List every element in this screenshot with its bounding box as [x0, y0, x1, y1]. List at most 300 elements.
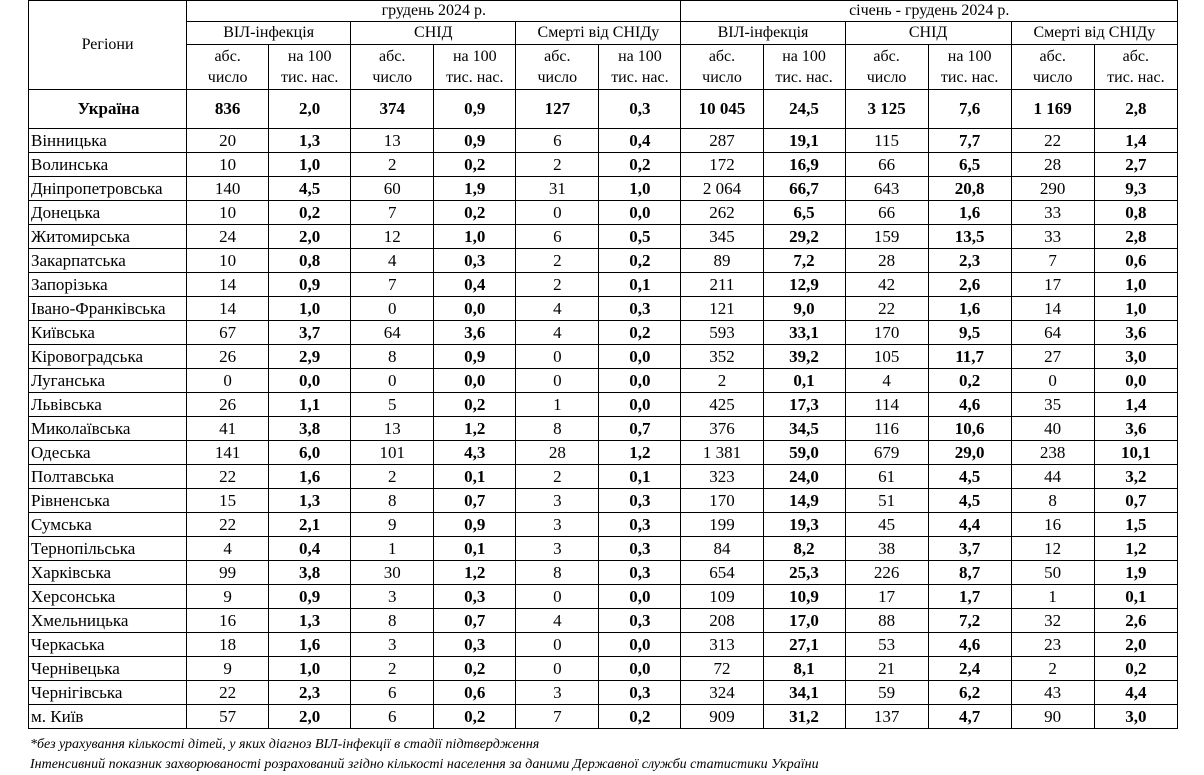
rate-deaths-month-header-line: на 100 — [618, 48, 662, 65]
abs-number-hiv-year-header — [681, 45, 763, 90]
rate-value-cell: 0,9 — [434, 513, 516, 537]
region-name: Сумська — [29, 513, 187, 537]
rate-value-cell: 0,7 — [1094, 489, 1177, 513]
rate-aids-year-header-line: на 100 — [947, 48, 992, 65]
rate-value-cell: 1,0 — [434, 225, 516, 249]
abs-value-cell: 0 — [351, 297, 434, 321]
table-row — [29, 441, 1178, 465]
region-name: Луганська — [29, 369, 187, 393]
table-row — [29, 297, 1178, 321]
rate-value-cell: 4,5 — [928, 489, 1011, 513]
abs-number-hiv-month-header-line: абс. — [214, 48, 241, 65]
abs-value-cell: 35 — [1011, 393, 1094, 417]
rate-value-cell: 2,8 — [1094, 90, 1177, 129]
rate-value-cell: 3,2 — [1094, 465, 1177, 489]
abs-value-cell: 3 — [351, 585, 434, 609]
abs-value-cell: 67 — [187, 321, 269, 345]
rate-value-cell: 1,0 — [269, 657, 351, 681]
rate-value-cell: 1,0 — [1094, 297, 1177, 321]
rate-value-cell: 59,0 — [763, 441, 845, 465]
abs-value-cell: 643 — [845, 177, 928, 201]
rate-value-cell: 1,4 — [1094, 129, 1177, 153]
abs-value-cell: 57 — [187, 705, 269, 729]
abs-value-cell: 7 — [1011, 249, 1094, 273]
abs-value-cell: 226 — [845, 561, 928, 585]
abs-value-cell: 42 — [845, 273, 928, 297]
abs-value-cell: 14 — [1011, 297, 1094, 321]
rate-value-cell: 1,0 — [1094, 273, 1177, 297]
abs-value-cell: 836 — [187, 90, 269, 129]
regions-header: Регіони — [29, 1, 187, 90]
rate-value-cell: 1,7 — [928, 585, 1011, 609]
abs-value-cell: 425 — [681, 393, 763, 417]
rate-value-cell: 8,1 — [763, 657, 845, 681]
subheader-row — [29, 45, 1178, 90]
region-name: Полтавська — [29, 465, 187, 489]
rate-value-cell: 6,5 — [928, 153, 1011, 177]
abs-value-cell: 2 — [516, 249, 599, 273]
rate-value-cell: 0,0 — [434, 297, 516, 321]
abs-value-cell: 4 — [516, 297, 599, 321]
abs-value-cell: 7 — [351, 273, 434, 297]
rate-value-cell: 2,3 — [269, 681, 351, 705]
region-name: Україна — [29, 90, 187, 129]
abs-value-cell: 17 — [1011, 273, 1094, 297]
abs-value-cell: 13 — [351, 129, 434, 153]
rate-value-cell: 29,2 — [763, 225, 845, 249]
rate-value-cell: 12,9 — [763, 273, 845, 297]
abs-value-cell: 84 — [681, 537, 763, 561]
rate-value-cell: 2,6 — [928, 273, 1011, 297]
rate-value-cell: 34,5 — [763, 417, 845, 441]
rate-value-cell: 9,0 — [763, 297, 845, 321]
abs-value-cell: 12 — [1011, 537, 1094, 561]
abs-value-cell: 290 — [1011, 177, 1094, 201]
rate-value-cell: 1,6 — [269, 633, 351, 657]
rate-value-cell: 25,3 — [763, 561, 845, 585]
abs-value-cell: 8 — [516, 417, 599, 441]
rate-value-cell: 0,9 — [434, 90, 516, 129]
abs-value-cell: 50 — [1011, 561, 1094, 585]
rate-value-cell: 0,2 — [599, 705, 681, 729]
rate-value-cell: 1,0 — [599, 177, 681, 201]
indicator-aids-month: СНІД — [351, 22, 516, 45]
abs-value-cell: 0 — [516, 369, 599, 393]
abs-value-cell: 199 — [681, 513, 763, 537]
abs-value-cell: 26 — [187, 345, 269, 369]
abs-value-cell: 4 — [351, 249, 434, 273]
rate-value-cell: 0,6 — [1094, 249, 1177, 273]
table-row — [29, 537, 1178, 561]
rate-value-cell: 4,6 — [928, 393, 1011, 417]
rate-value-cell: 1,3 — [269, 129, 351, 153]
abs-value-cell: 10 — [187, 249, 269, 273]
abs-value-cell: 3 — [516, 681, 599, 705]
abs-value-cell: 0 — [516, 345, 599, 369]
rate-aids-year-header-line: тис. нас. — [940, 69, 999, 86]
region-name: Львівська — [29, 393, 187, 417]
rate-value-cell: 2,0 — [269, 225, 351, 249]
abs-value-cell: 90 — [1011, 705, 1094, 729]
region-name: Рівненська — [29, 489, 187, 513]
rate-deaths-year-header — [1094, 45, 1177, 90]
table-row — [29, 561, 1178, 585]
rate-value-cell: 6,2 — [928, 681, 1011, 705]
rate-value-cell: 0,9 — [434, 129, 516, 153]
rate-value-cell: 14,9 — [763, 489, 845, 513]
region-name: Хмельницька — [29, 609, 187, 633]
rate-value-cell: 13,5 — [928, 225, 1011, 249]
abs-number-aids-month-header-line: число — [372, 69, 413, 86]
rate-value-cell: 0,2 — [599, 153, 681, 177]
rate-value-cell: 7,2 — [928, 609, 1011, 633]
rate-value-cell: 4,6 — [928, 633, 1011, 657]
table-row — [29, 633, 1178, 657]
abs-value-cell: 33 — [1011, 225, 1094, 249]
abs-value-cell: 13 — [351, 417, 434, 441]
rate-value-cell: 0,3 — [599, 297, 681, 321]
abs-value-cell: 121 — [681, 297, 763, 321]
rate-value-cell: 2,4 — [928, 657, 1011, 681]
abs-number-hiv-month-header — [187, 45, 269, 90]
abs-value-cell: 28 — [516, 441, 599, 465]
abs-value-cell: 115 — [845, 129, 928, 153]
rate-value-cell: 0,3 — [434, 585, 516, 609]
rate-value-cell: 9,5 — [928, 321, 1011, 345]
abs-value-cell: 22 — [187, 513, 269, 537]
rate-value-cell: 0,2 — [1094, 657, 1177, 681]
rate-value-cell: 0,0 — [599, 657, 681, 681]
table-row — [29, 369, 1178, 393]
abs-value-cell: 3 — [351, 633, 434, 657]
rate-value-cell: 3,7 — [928, 537, 1011, 561]
abs-value-cell: 44 — [1011, 465, 1094, 489]
indicator-deaths-year: Смерті від СНІДу — [1011, 22, 1177, 45]
rate-value-cell: 1,6 — [928, 201, 1011, 225]
abs-value-cell: 8 — [516, 561, 599, 585]
rate-value-cell: 0,9 — [434, 345, 516, 369]
rate-value-cell: 0,3 — [599, 489, 681, 513]
abs-value-cell: 38 — [845, 537, 928, 561]
rate-value-cell: 3,0 — [1094, 705, 1177, 729]
abs-value-cell: 2 — [681, 369, 763, 393]
rate-value-cell: 1,0 — [269, 153, 351, 177]
period-header-year: січень - грудень 2024 р. — [681, 1, 1178, 22]
table-row — [29, 129, 1178, 153]
rate-value-cell: 10,1 — [1094, 441, 1177, 465]
abs-value-cell: 0 — [516, 201, 599, 225]
abs-value-cell: 593 — [681, 321, 763, 345]
rate-value-cell: 1,3 — [269, 489, 351, 513]
abs-value-cell: 345 — [681, 225, 763, 249]
rate-value-cell: 0,3 — [434, 633, 516, 657]
abs-value-cell: 2 — [351, 153, 434, 177]
region-name: м. Київ — [29, 705, 187, 729]
abs-value-cell: 99 — [187, 561, 269, 585]
rate-value-cell: 3,8 — [269, 417, 351, 441]
abs-value-cell: 159 — [845, 225, 928, 249]
indicator-hiv-month: ВІЛ-інфекція — [187, 22, 351, 45]
rate-value-cell: 1,6 — [928, 297, 1011, 321]
rate-hiv-month-header-line: тис. нас. — [280, 69, 339, 86]
rate-value-cell: 0,6 — [434, 681, 516, 705]
rate-value-cell: 10,6 — [928, 417, 1011, 441]
abs-value-cell: 23 — [1011, 633, 1094, 657]
abs-value-cell: 64 — [351, 321, 434, 345]
region-name: Тернопільська — [29, 537, 187, 561]
abs-value-cell: 140 — [187, 177, 269, 201]
rate-value-cell: 0,7 — [599, 417, 681, 441]
region-name: Чернівецька — [29, 657, 187, 681]
abs-number-deaths-year-header — [1011, 45, 1094, 90]
abs-value-cell: 28 — [1011, 153, 1094, 177]
region-name: Житомирська — [29, 225, 187, 249]
rate-value-cell: 2,1 — [269, 513, 351, 537]
abs-value-cell: 30 — [351, 561, 434, 585]
rate-value-cell: 66,7 — [763, 177, 845, 201]
abs-value-cell: 2 — [351, 465, 434, 489]
abs-value-cell: 8 — [351, 609, 434, 633]
rate-aids-month-header — [434, 45, 516, 90]
indicator-deaths-month: Смерті від СНІДу — [516, 22, 681, 45]
abs-value-cell: 3 — [516, 513, 599, 537]
abs-value-cell: 26 — [187, 393, 269, 417]
region-name: Черкаська — [29, 633, 187, 657]
rate-value-cell: 2,0 — [269, 90, 351, 129]
abs-value-cell: 170 — [845, 321, 928, 345]
abs-number-deaths-month-header — [516, 45, 599, 90]
abs-value-cell: 18 — [187, 633, 269, 657]
table-row — [29, 609, 1178, 633]
abs-value-cell: 2 — [351, 657, 434, 681]
table-row — [29, 585, 1178, 609]
region-name: Волинська — [29, 153, 187, 177]
abs-value-cell: 654 — [681, 561, 763, 585]
indicator-hiv-year: ВІЛ-інфекція — [681, 22, 845, 45]
abs-value-cell: 4 — [845, 369, 928, 393]
footnote-children: *без урахування кількості дітей, у яких діагноз ВІЛ-інфекції в стадії підтвердження — [30, 737, 540, 752]
abs-value-cell: 6 — [516, 225, 599, 249]
abs-value-cell: 2 — [516, 153, 599, 177]
rate-value-cell: 24,5 — [763, 90, 845, 129]
indicator-aids-year: СНІД — [845, 22, 1011, 45]
region-name: Миколаївська — [29, 417, 187, 441]
abs-value-cell: 45 — [845, 513, 928, 537]
abs-value-cell: 324 — [681, 681, 763, 705]
abs-value-cell: 66 — [845, 153, 928, 177]
abs-value-cell: 2 — [1011, 657, 1094, 681]
rate-value-cell: 24,0 — [763, 465, 845, 489]
abs-value-cell: 287 — [681, 129, 763, 153]
abs-value-cell: 323 — [681, 465, 763, 489]
rate-value-cell: 29,0 — [928, 441, 1011, 465]
abs-value-cell: 15 — [187, 489, 269, 513]
rate-value-cell: 0,1 — [434, 465, 516, 489]
abs-value-cell: 105 — [845, 345, 928, 369]
abs-number-hiv-month-header-line: число — [207, 69, 248, 86]
table-row — [29, 321, 1178, 345]
footnote-rate-method: Інтенсивний показник захворюваності розрахований згідно кількості населення за даними Державної служби статистики України — [30, 757, 819, 772]
abs-value-cell: 141 — [187, 441, 269, 465]
abs-value-cell: 1 381 — [681, 441, 763, 465]
abs-value-cell: 61 — [845, 465, 928, 489]
statistics-table-container — [28, 0, 1178, 729]
abs-value-cell: 10 — [187, 153, 269, 177]
abs-value-cell: 0 — [351, 369, 434, 393]
rate-value-cell: 2,0 — [269, 705, 351, 729]
abs-value-cell: 172 — [681, 153, 763, 177]
rate-value-cell: 2,7 — [1094, 153, 1177, 177]
abs-value-cell: 0 — [516, 585, 599, 609]
rate-value-cell: 7,2 — [763, 249, 845, 273]
abs-value-cell: 211 — [681, 273, 763, 297]
abs-value-cell: 64 — [1011, 321, 1094, 345]
rate-value-cell: 11,7 — [928, 345, 1011, 369]
rate-value-cell: 0,3 — [599, 90, 681, 129]
table-row — [29, 177, 1178, 201]
abs-value-cell: 4 — [516, 321, 599, 345]
region-name: Кіровоградська — [29, 345, 187, 369]
rate-value-cell: 0,0 — [599, 393, 681, 417]
rate-value-cell: 2,0 — [1094, 633, 1177, 657]
rate-aids-month-header-line: на 100 — [452, 48, 497, 65]
abs-value-cell: 66 — [845, 201, 928, 225]
abs-number-hiv-year-header-line: абс. — [708, 48, 736, 65]
rate-value-cell: 0,3 — [599, 513, 681, 537]
abs-value-cell: 6 — [516, 129, 599, 153]
rate-value-cell: 3,7 — [269, 321, 351, 345]
rate-hiv-year-header-line: тис. нас. — [775, 69, 833, 86]
table-row — [29, 225, 1178, 249]
abs-value-cell: 40 — [1011, 417, 1094, 441]
abs-value-cell: 24 — [187, 225, 269, 249]
abs-value-cell: 22 — [845, 297, 928, 321]
rate-deaths-year-header-line: тис. нас. — [1107, 69, 1165, 86]
region-name: Івано-Франківська — [29, 297, 187, 321]
rate-value-cell: 39,2 — [763, 345, 845, 369]
rate-value-cell: 1,1 — [269, 393, 351, 417]
abs-value-cell: 51 — [845, 489, 928, 513]
region-name: Чернігівська — [29, 681, 187, 705]
abs-number-deaths-year-header-line: абс. — [1039, 48, 1066, 65]
abs-number-aids-year-header — [845, 45, 928, 90]
abs-number-aids-month-header-line: абс. — [379, 48, 406, 65]
rate-value-cell: 0,1 — [434, 537, 516, 561]
rate-value-cell: 8,2 — [763, 537, 845, 561]
abs-value-cell: 1 — [351, 537, 434, 561]
rate-value-cell: 0,4 — [434, 273, 516, 297]
rate-value-cell: 19,1 — [763, 129, 845, 153]
abs-value-cell: 21 — [845, 657, 928, 681]
abs-value-cell: 33 — [1011, 201, 1094, 225]
abs-value-cell: 8 — [351, 489, 434, 513]
rate-value-cell: 0,0 — [1094, 369, 1177, 393]
rate-value-cell: 0,9 — [269, 585, 351, 609]
abs-value-cell: 137 — [845, 705, 928, 729]
abs-value-cell: 1 — [1011, 585, 1094, 609]
table-row — [29, 465, 1178, 489]
abs-value-cell: 3 — [516, 489, 599, 513]
region-name: Закарпатська — [29, 249, 187, 273]
rate-value-cell: 1,5 — [1094, 513, 1177, 537]
table-row — [29, 393, 1178, 417]
abs-number-aids-year-header-line: абс. — [873, 48, 900, 65]
rate-value-cell: 3,0 — [1094, 345, 1177, 369]
abs-value-cell: 127 — [516, 90, 599, 129]
rate-value-cell: 0,9 — [269, 273, 351, 297]
abs-value-cell: 313 — [681, 633, 763, 657]
rate-value-cell: 3,6 — [1094, 417, 1177, 441]
rate-aids-year-header — [928, 45, 1011, 90]
abs-number-deaths-month-header-line: абс. — [544, 48, 571, 65]
rate-value-cell: 0,2 — [434, 201, 516, 225]
rate-value-cell: 4,4 — [928, 513, 1011, 537]
rate-value-cell: 0,2 — [434, 153, 516, 177]
rate-value-cell: 2,3 — [928, 249, 1011, 273]
rate-value-cell: 0,7 — [434, 489, 516, 513]
rate-aids-month-header-line: тис. нас. — [446, 69, 504, 86]
region-name: Одеська — [29, 441, 187, 465]
abs-value-cell: 14 — [187, 297, 269, 321]
rate-value-cell: 17,0 — [763, 609, 845, 633]
rate-value-cell: 0,2 — [269, 201, 351, 225]
rate-value-cell: 8,7 — [928, 561, 1011, 585]
abs-value-cell: 374 — [351, 90, 434, 129]
abs-value-cell: 9 — [187, 657, 269, 681]
abs-value-cell: 14 — [187, 273, 269, 297]
table-row — [29, 345, 1178, 369]
abs-number-hiv-year-header-line: число — [702, 69, 742, 86]
abs-value-cell: 3 125 — [845, 90, 928, 129]
abs-number-aids-month-header — [351, 45, 434, 90]
rate-value-cell: 4,7 — [928, 705, 1011, 729]
abs-value-cell: 43 — [1011, 681, 1094, 705]
rate-value-cell: 0,0 — [269, 369, 351, 393]
abs-value-cell: 22 — [1011, 129, 1094, 153]
rate-deaths-month-header — [599, 45, 681, 90]
abs-value-cell: 53 — [845, 633, 928, 657]
rate-value-cell: 0,0 — [599, 345, 681, 369]
abs-value-cell: 60 — [351, 177, 434, 201]
abs-value-cell: 10 — [187, 201, 269, 225]
rate-value-cell: 0,0 — [599, 585, 681, 609]
region-name: Запорізька — [29, 273, 187, 297]
abs-value-cell: 7 — [351, 201, 434, 225]
abs-value-cell: 88 — [845, 609, 928, 633]
rate-value-cell: 19,3 — [763, 513, 845, 537]
abs-value-cell: 4 — [516, 609, 599, 633]
rate-value-cell: 3,8 — [269, 561, 351, 585]
rate-value-cell: 4,5 — [928, 465, 1011, 489]
table-row — [29, 417, 1178, 441]
rate-value-cell: 0,2 — [599, 249, 681, 273]
abs-value-cell: 22 — [187, 465, 269, 489]
abs-value-cell: 16 — [187, 609, 269, 633]
table-row — [29, 657, 1178, 681]
region-name: Вінницька — [29, 129, 187, 153]
abs-number-deaths-month-header-line: число — [537, 69, 578, 86]
abs-value-cell: 909 — [681, 705, 763, 729]
rate-hiv-month-header-line: на 100 — [287, 48, 332, 65]
rate-deaths-year-header-line: абс. — [1122, 48, 1150, 65]
abs-value-cell: 238 — [1011, 441, 1094, 465]
region-name: Херсонська — [29, 585, 187, 609]
rate-value-cell: 0,2 — [928, 369, 1011, 393]
rate-value-cell: 27,1 — [763, 633, 845, 657]
rate-hiv-month-header — [269, 45, 351, 90]
abs-value-cell: 8 — [1011, 489, 1094, 513]
rate-value-cell: 1,4 — [1094, 393, 1177, 417]
